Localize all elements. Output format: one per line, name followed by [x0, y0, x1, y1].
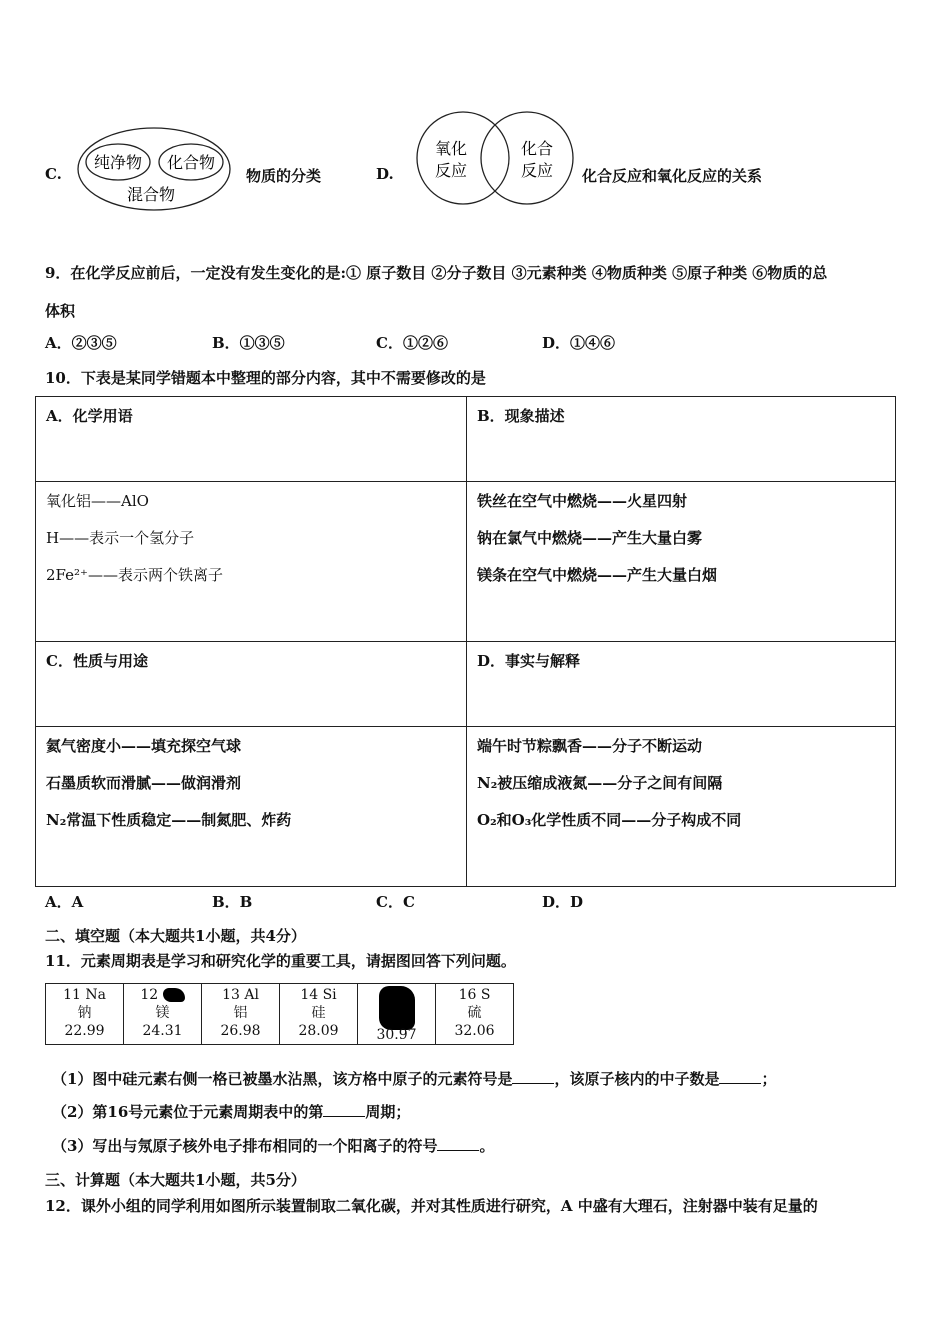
q10-d-line: N₂被压缩成液氮——分子之间有间隔 — [477, 774, 723, 792]
ellipse-compound: 化合物 — [166, 153, 216, 172]
element-name: 镁 — [155, 1005, 170, 1021]
ellipse-mixture: 混合物 — [126, 185, 176, 204]
q11-sub1-text: ； — [761, 1070, 777, 1088]
q10-d-header: D．事实与解释 — [467, 642, 896, 727]
element-cell — [436, 984, 514, 1045]
option-d-label: D. — [376, 165, 394, 183]
q11-sub3-text: （3）写出与氖原子核外电子排布相同的一个阳离子的符号 — [52, 1137, 438, 1155]
ink-blot — [163, 988, 185, 1002]
q10-d-line: 端午时节粽飘香——分子不断运动 — [477, 737, 703, 755]
q10-option-a: A．A — [45, 893, 84, 911]
element-cell — [202, 984, 280, 1045]
q11-sub1-text: ，该原子核内的中子数是 — [554, 1070, 720, 1088]
element-mass: 22.99 — [64, 1023, 105, 1039]
q10-c-line: N₂常温下性质稳定——制氮肥、炸药 — [46, 811, 292, 829]
q9-option-b: B．①③⑤ — [212, 334, 285, 352]
element-cell — [280, 984, 358, 1045]
ink-blot — [379, 986, 415, 1030]
q10-b-line: 铁丝在空气中燃烧——火星四射 — [477, 492, 688, 510]
q10-option-d: D．D — [542, 893, 584, 911]
q10-c-header: C．性质与用途 — [36, 642, 467, 727]
q10-c-line: 石墨质软而滑腻——做润滑剂 — [46, 774, 242, 792]
answer-blank[interactable] — [512, 1069, 554, 1084]
element-name: 硫 — [467, 1005, 482, 1021]
answer-blank[interactable] — [719, 1069, 761, 1084]
q10-b-content — [467, 482, 896, 642]
element-name: 硅 — [311, 1005, 326, 1021]
venn-right-line1: 化合 — [520, 139, 554, 158]
option-d-caption: 化合反应和氧化反应的关系 — [582, 167, 763, 185]
q10-c-content — [36, 727, 467, 887]
venn-right-line2: 反应 — [520, 161, 554, 180]
q10-a-line: H——表示一个氢分子 — [46, 529, 195, 547]
element-number-symbol: 11 Na — [63, 987, 106, 1003]
q10-a-content — [36, 482, 467, 642]
element-mass: 30.97 — [376, 1027, 417, 1043]
element-cell-inked — [358, 984, 436, 1045]
element-name: 铝 — [233, 1005, 248, 1021]
element-mass: 24.31 — [142, 1023, 183, 1039]
element-cell — [46, 984, 124, 1045]
q10-a-line: 2Fe²⁺——表示两个铁离子 — [46, 566, 223, 584]
q10-d-line: O₂和O₃化学性质不同——分子构成不同 — [477, 811, 742, 829]
q9-option-d: D．①④⑥ — [542, 334, 616, 352]
element-mass: 32.06 — [454, 1023, 495, 1039]
q9-option-a: A．②③⑤ — [45, 334, 117, 352]
q10-a-header: A．化学用语 — [36, 397, 467, 482]
venn-left-line1: 氧化 — [434, 139, 468, 158]
element-name: 钠 — [77, 1005, 92, 1021]
q10-stem: 10．下表是某同学错题本中整理的部分内容，其中不需要修改的是 — [45, 369, 486, 387]
q11-sub2-text: 周期； — [365, 1103, 411, 1121]
q10-option-c: C．C — [376, 893, 415, 911]
element-number-symbol: 14 Si — [300, 987, 337, 1003]
q10-a-line: 氧化铝——AlO — [46, 492, 149, 510]
answer-blank[interactable] — [437, 1136, 479, 1151]
q9-stem-line2: 体积 — [45, 302, 76, 320]
q9-option-c: C．①②⑥ — [376, 334, 448, 352]
q11-sub2 — [52, 1101, 410, 1122]
option-c-label: C. — [45, 165, 62, 183]
ellipse-pure: 纯净物 — [93, 153, 143, 172]
q11-sub3-text: 。 — [479, 1137, 495, 1155]
section-2-title: 二、填空题（本大题共1小题，共4分） — [45, 927, 306, 945]
q10-option-b: B．B — [212, 893, 253, 911]
q11-sub3 — [52, 1135, 494, 1156]
answer-blank[interactable] — [323, 1102, 365, 1117]
q10-b-line: 钠在氯气中燃烧——产生大量白雾 — [477, 529, 703, 547]
venn-left-line2: 反应 — [434, 161, 468, 180]
q11-sub2-text: （2）第16号元素位于元素周期表中的第 — [52, 1103, 324, 1121]
element-number-symbol: 16 S — [458, 987, 491, 1003]
q10-c-line: 氦气密度小——填充探空气球 — [46, 737, 242, 755]
section-3-title: 三、计算题（本大题共1小题，共5分） — [45, 1171, 306, 1189]
q10-b-line: 镁条在空气中燃烧——产生大量白烟 — [477, 566, 718, 584]
q10-d-content — [467, 727, 896, 887]
element-mass: 26.98 — [220, 1023, 261, 1039]
option-c-caption: 物质的分类 — [246, 167, 322, 185]
q11-stem: 11．元素周期表是学习和研究化学的重要工具，请据图回答下列问题。 — [45, 952, 516, 970]
q9-stem-line1: 9．在化学反应前后，一定没有发生变化的是:① 原子数目 ②分子数目 ③元素种类 ④物质种类 ⑤原子种类 ⑥物质的总 — [45, 264, 828, 282]
q10-b-header: B．现象描述 — [467, 397, 896, 482]
periodic-table-strip — [45, 983, 514, 1045]
element-mass: 28.09 — [298, 1023, 339, 1039]
element-cell — [124, 984, 202, 1045]
classification-diagram — [76, 124, 234, 214]
q11-sub1 — [52, 1068, 776, 1089]
q11-sub1-text: （1）图中硅元素右侧一格已被墨水沾黑，该方格中原子的元素符号是 — [52, 1070, 513, 1088]
element-number-symbol: 13 Al — [222, 987, 259, 1003]
q10-table — [35, 396, 896, 887]
reaction-venn-diagram — [415, 110, 577, 208]
element-number-symbol: 12 — [140, 987, 159, 1003]
q12-stem: 12．课外小组的同学利用如图所示装置制取二氧化碳，并对其性质进行研究，A 中盛有大理石，注射器中装有足量的 — [45, 1197, 818, 1215]
